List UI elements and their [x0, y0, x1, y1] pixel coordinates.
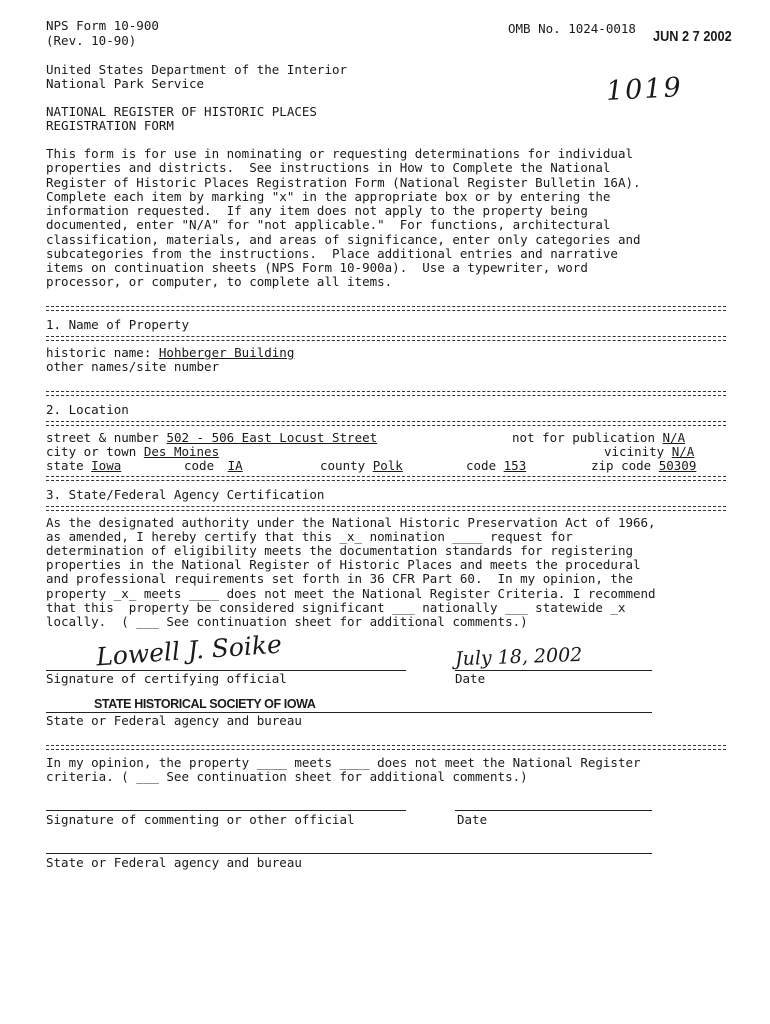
- street-value: 502 - 506 East Locust Street: [166, 430, 378, 445]
- zip-row: [591, 459, 696, 473]
- state-label: state: [46, 458, 92, 473]
- section-divider: [46, 391, 726, 396]
- zip-label: zip code: [591, 458, 659, 473]
- certification-line: that this property be considered significant ___ nationally ___ statewide _x: [46, 600, 626, 615]
- commenting-opinion-line: criteria. ( ___ See continuation sheet for additional comments.): [46, 769, 528, 784]
- instruction-line: documented, enter "N/A" for "not applicable." For functions, architectural: [46, 217, 611, 232]
- certification-line: properties in the National Register of Historic Places and meets the procedural: [46, 557, 641, 572]
- state-code-label: code: [184, 458, 222, 473]
- instruction-line: processor, or computer, to complete all items.: [46, 274, 393, 289]
- county-code-value: 153: [503, 458, 527, 473]
- city-label: city or town: [46, 444, 144, 459]
- certification-line: property _x_ meets ____ does not meet the National Register Criteria. I recommend: [46, 586, 656, 601]
- county-label: county: [320, 458, 373, 473]
- county-row: [320, 459, 403, 473]
- certification-line: determination of eligibility meets the documentation standards for registering: [46, 543, 633, 558]
- not-for-publication-label: not for publication: [512, 430, 663, 445]
- form-revision: (Rev. 10-90): [46, 33, 137, 48]
- instruction-line: information requested. If any item does not apply to the property being: [46, 203, 588, 218]
- instruction-line: properties and districts. See instructions in How to Complete the National: [46, 160, 611, 175]
- instruction-line: Complete each item by marking "x" in the appropriate box or by entering the: [46, 189, 611, 204]
- commenting-agency-label: State or Federal agency and bureau: [46, 855, 302, 870]
- street-label: street & number: [46, 430, 167, 445]
- commenting-date-label: Date: [457, 812, 488, 827]
- form-subtitle: REGISTRATION FORM: [46, 118, 174, 133]
- certification-line: locally. ( ___ See continuation sheet for additional comments.): [46, 614, 528, 629]
- form-number: NPS Form 10-900: [46, 18, 159, 33]
- state-value: Iowa: [91, 458, 122, 473]
- historic-name-value: Hohberger Building: [158, 345, 295, 360]
- form-title: NATIONAL REGISTER OF HISTORIC PLACES: [46, 104, 317, 119]
- certifying-signature-label: Signature of certifying official: [46, 671, 287, 686]
- certification-line: As the designated authority under the National Historic Preservation Act of 1966,: [46, 515, 656, 530]
- not-for-publication-value: N/A: [662, 430, 686, 445]
- agency-department: United States Department of the Interior: [46, 62, 348, 77]
- section-1-heading: 1. Name of Property: [46, 317, 189, 332]
- historic-name-label: historic name:: [46, 345, 159, 360]
- certification-date-handwritten: July 18, 2002: [454, 643, 583, 671]
- certifying-agency-value: STATE HISTORICAL SOCIETY OF IOWA: [94, 697, 316, 711]
- county-code-label: code: [466, 458, 504, 473]
- certification-line: and professional requirements set forth in 36 CFR Part 60. In my opinion, the: [46, 571, 633, 586]
- received-date-stamp: JUN 2 7 2002: [653, 28, 732, 45]
- section-divider: [46, 745, 726, 750]
- section-divider: [46, 476, 726, 481]
- vicinity-label: vicinity: [604, 444, 672, 459]
- section-divider: [46, 336, 726, 341]
- commenting-signature-label: Signature of commenting or other official: [46, 812, 355, 827]
- agency-service: National Park Service: [46, 76, 205, 91]
- section-2-heading: 2. Location: [46, 402, 129, 417]
- instruction-line: Register of Historic Places Registration Form (National Register Bulletin 16A).: [46, 175, 641, 190]
- other-names-label: other names/site number: [46, 359, 220, 374]
- state-code-value: IA: [227, 458, 243, 473]
- state-code-row: [184, 459, 249, 473]
- instruction-line: items on continuation sheets (NPS Form 10-900a). Use a typewriter, word: [46, 260, 588, 275]
- date-line: [455, 810, 652, 811]
- certifying-agency-label: State or Federal agency and bureau: [46, 713, 302, 728]
- signature-line: [46, 810, 406, 811]
- certifying-official-signature: Lowell J. Soike: [95, 629, 283, 672]
- zip-value: 50309: [658, 458, 697, 473]
- agency-line: [46, 853, 652, 854]
- commenting-opinion-line: In my opinion, the property ____ meets ____ does not meet the National Register: [46, 755, 641, 770]
- section-divider: [46, 421, 726, 426]
- vicinity-value: N/A: [671, 444, 695, 459]
- state-row: [46, 459, 121, 473]
- section-3-heading: 3. State/Federal Agency Certification: [46, 487, 325, 502]
- instruction-line: classification, materials, and areas of significance, enter only categories and: [46, 232, 641, 247]
- city-value: Des Moines: [143, 444, 220, 459]
- county-value: Polk: [372, 458, 403, 473]
- certification-line: as amended, I hereby certify that this _x_ nomination ____ request for: [46, 529, 573, 544]
- certification-date-label: Date: [455, 671, 486, 686]
- instruction-line: subcategories from the instructions. Place additional entries and narrative: [46, 246, 618, 261]
- instruction-line: This form is for use in nominating or requesting determinations for individual: [46, 146, 633, 161]
- section-divider: [46, 306, 726, 311]
- county-code-row: [466, 459, 526, 473]
- omb-number: OMB No. 1024-0018: [508, 21, 636, 36]
- handwritten-reference-number: 1019: [605, 72, 684, 107]
- section-divider: [46, 506, 726, 511]
